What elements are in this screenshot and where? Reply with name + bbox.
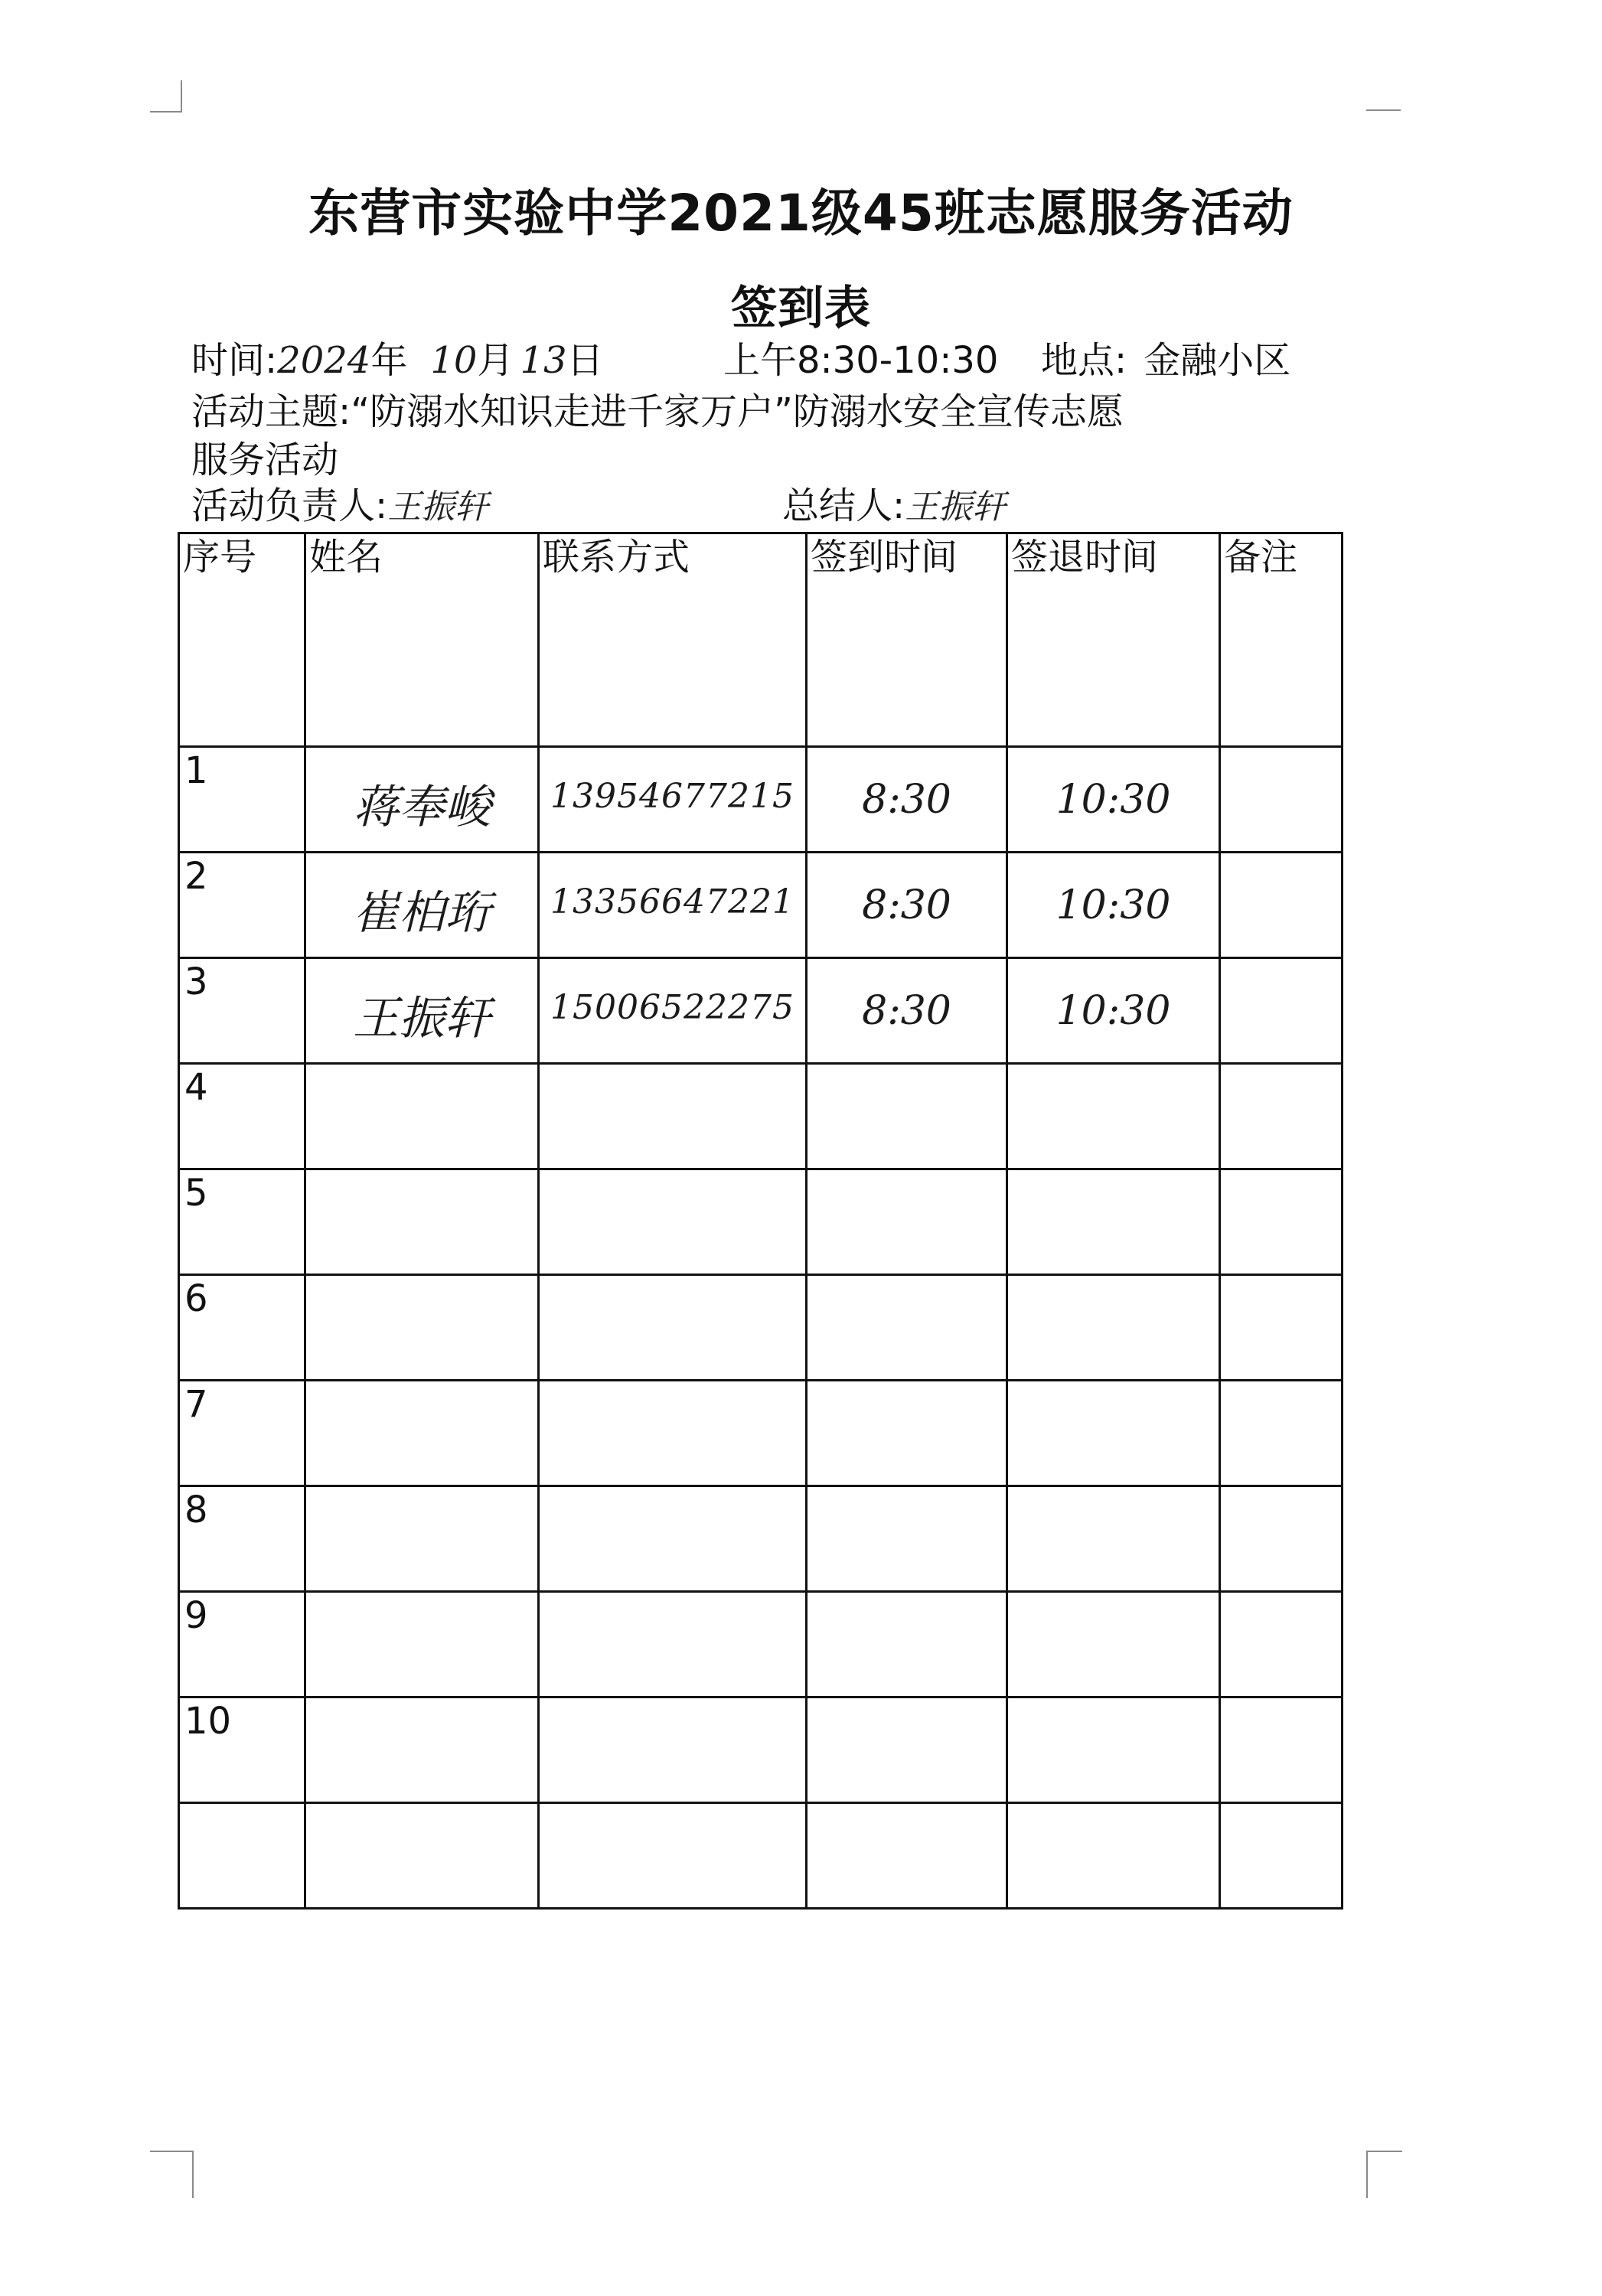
row-index: 9 bbox=[184, 1594, 208, 1637]
table-cell-participant-phone bbox=[539, 1381, 807, 1486]
table-cell-participant-name bbox=[305, 747, 539, 853]
table-cell-row-index bbox=[179, 958, 305, 1064]
table-cell-row-index bbox=[179, 1486, 305, 1592]
table-cell-sign-out-time bbox=[1007, 1169, 1220, 1275]
sign-out-time: 10:30 bbox=[1055, 777, 1171, 823]
row-index: 4 bbox=[184, 1066, 208, 1109]
table-cell-participant-name bbox=[305, 1064, 539, 1169]
header-sign-in-time: 签到时间 bbox=[807, 533, 1007, 747]
table-cell-sign-out-time bbox=[1007, 1486, 1220, 1592]
table-cell-note bbox=[1220, 1169, 1343, 1275]
table-cell-participant-phone bbox=[539, 1592, 807, 1698]
table-cell-participant-name bbox=[305, 1803, 539, 1909]
table-cell-sign-in-time bbox=[807, 1381, 1007, 1486]
theme-label: 活动主题: bbox=[191, 390, 351, 433]
crop-mark-top-right bbox=[1366, 109, 1401, 113]
sign-in-time: 8:30 bbox=[862, 988, 951, 1034]
participant-phone: 13954677215 bbox=[550, 777, 794, 816]
row-index: 1 bbox=[184, 749, 208, 792]
row-index: 10 bbox=[184, 1700, 232, 1743]
table-cell-sign-out-time bbox=[1007, 747, 1220, 853]
table-cell-sign-out-time bbox=[1007, 1803, 1220, 1909]
table-row bbox=[179, 853, 1343, 958]
sign-out-time: 10:30 bbox=[1055, 882, 1171, 928]
theme-text-1: “防溺水知识走进千家万户”防溺水安全宣传志愿 bbox=[351, 390, 1124, 433]
row-index: 5 bbox=[184, 1172, 208, 1215]
time-label: 时间: bbox=[191, 339, 278, 382]
crop-mark-top-left bbox=[150, 80, 182, 113]
table-cell-sign-in-time bbox=[807, 958, 1007, 1064]
table-cell-sign-in-time bbox=[807, 1169, 1007, 1275]
table-cell-sign-in-time bbox=[807, 1275, 1007, 1381]
table-row bbox=[179, 1486, 1343, 1592]
table-cell-note bbox=[1220, 853, 1343, 958]
date-day: 13 bbox=[520, 339, 567, 382]
table-cell-participant-phone bbox=[539, 853, 807, 958]
leader-line bbox=[191, 484, 488, 529]
date-day-suffix: 日 bbox=[566, 339, 604, 382]
table-cell-participant-name bbox=[305, 1698, 539, 1803]
theme-line-1 bbox=[191, 390, 1124, 433]
header-contact: 联系方式 bbox=[539, 533, 807, 747]
table-row bbox=[179, 1381, 1343, 1486]
table-cell-participant-phone bbox=[539, 1486, 807, 1592]
table-cell-note bbox=[1220, 1592, 1343, 1698]
table-cell-participant-phone bbox=[539, 1169, 807, 1275]
table-cell-sign-out-time bbox=[1007, 1381, 1220, 1486]
location-value: 金融小区 bbox=[1144, 339, 1291, 382]
row-index: 6 bbox=[184, 1277, 208, 1320]
sign-in-time: 8:30 bbox=[862, 882, 951, 928]
date-month: 10 bbox=[430, 339, 478, 382]
header-note: 备注 bbox=[1220, 533, 1343, 747]
document-subtitle: 签到表 bbox=[731, 282, 871, 335]
table-cell-note bbox=[1220, 958, 1343, 1064]
header-index: 序号 bbox=[179, 533, 305, 747]
sign-out-time: 10:30 bbox=[1055, 988, 1171, 1034]
row-index: 7 bbox=[184, 1383, 208, 1426]
table-cell-note bbox=[1220, 1803, 1343, 1909]
participant-name: 王振轩 bbox=[353, 992, 491, 1045]
date-line bbox=[191, 339, 604, 382]
table-cell-sign-in-time bbox=[807, 747, 1007, 853]
participant-phone: 15006522275 bbox=[550, 988, 794, 1027]
summarizer-label: 总结人: bbox=[782, 484, 905, 527]
table-cell-participant-name bbox=[305, 1381, 539, 1486]
row-index: 3 bbox=[184, 960, 208, 1003]
table-cell-note bbox=[1220, 1064, 1343, 1169]
table-header-row bbox=[179, 533, 1343, 747]
participant-phone: 13356647221 bbox=[550, 882, 794, 921]
location-label: 地点: bbox=[1041, 339, 1127, 382]
table-cell-participant-name bbox=[305, 1275, 539, 1381]
table-cell-sign-out-time bbox=[1007, 1698, 1220, 1803]
table-cell-note bbox=[1220, 1486, 1343, 1592]
table-cell-sign-in-time bbox=[807, 1064, 1007, 1169]
table-cell-participant-name bbox=[305, 1169, 539, 1275]
participant-name: 崔柏珩 bbox=[353, 886, 491, 940]
table-row bbox=[179, 1275, 1343, 1381]
table-cell-row-index bbox=[179, 1169, 305, 1275]
theme-line-2: 服务活动 bbox=[191, 439, 339, 481]
table-row bbox=[179, 1169, 1343, 1275]
table-cell-row-index bbox=[179, 747, 305, 853]
table-cell-sign-in-time bbox=[807, 1486, 1007, 1592]
table-row bbox=[179, 747, 1343, 853]
table-cell-participant-phone bbox=[539, 1698, 807, 1803]
participant-name: 蒋奉峻 bbox=[353, 781, 491, 834]
sign-in-time: 8:30 bbox=[862, 777, 951, 823]
table-cell-row-index bbox=[179, 1592, 305, 1698]
sign-in-table bbox=[178, 532, 1343, 1910]
table-cell-sign-in-time bbox=[807, 1803, 1007, 1909]
summarizer-signature: 王振轩 bbox=[905, 488, 1007, 527]
row-index: 8 bbox=[184, 1489, 208, 1531]
date-month-suffix: 月 bbox=[477, 339, 514, 382]
table-cell-note bbox=[1220, 1698, 1343, 1803]
time-range: 上午8:30-10:30 bbox=[723, 339, 999, 382]
table-cell-participant-phone bbox=[539, 1275, 807, 1381]
leader-signature: 王振轩 bbox=[387, 488, 489, 527]
table-cell-sign-out-time bbox=[1007, 1592, 1220, 1698]
date-year-suffix: 年 bbox=[370, 339, 408, 382]
table-cell-sign-in-time bbox=[807, 1592, 1007, 1698]
document-title: 东营市实验中学2021级45班志愿服务活动 bbox=[308, 184, 1294, 243]
table-cell-row-index bbox=[179, 1275, 305, 1381]
location-line bbox=[1041, 339, 1290, 382]
table-cell-row-index bbox=[179, 853, 305, 958]
table-cell-participant-phone bbox=[539, 958, 807, 1064]
table-cell-sign-in-time bbox=[807, 1698, 1007, 1803]
table-cell-sign-out-time bbox=[1007, 1064, 1220, 1169]
table-cell-row-index bbox=[179, 1698, 305, 1803]
table-cell-participant-phone bbox=[539, 1803, 807, 1909]
table-cell-row-index bbox=[179, 1381, 305, 1486]
table-cell-participant-phone bbox=[539, 1064, 807, 1169]
crop-mark-bottom-left bbox=[150, 2151, 194, 2198]
table-cell-participant-name bbox=[305, 958, 539, 1064]
table-cell-row-index bbox=[179, 1064, 305, 1169]
date-year: 2024 bbox=[277, 339, 371, 382]
table-cell-sign-out-time bbox=[1007, 958, 1220, 1064]
table-row bbox=[179, 1698, 1343, 1803]
table-cell-row-index bbox=[179, 1803, 305, 1909]
table-cell-participant-name bbox=[305, 1486, 539, 1592]
table-cell-note bbox=[1220, 1275, 1343, 1381]
summarizer-line bbox=[782, 484, 1006, 529]
header-sign-out-time: 签退时间 bbox=[1007, 533, 1220, 747]
table-row bbox=[179, 958, 1343, 1064]
table-row bbox=[179, 1064, 1343, 1169]
table-cell-sign-out-time bbox=[1007, 1275, 1220, 1381]
table-cell-participant-name bbox=[305, 1592, 539, 1698]
table-cell-note bbox=[1220, 1381, 1343, 1486]
header-name: 姓名 bbox=[305, 533, 539, 747]
table-row bbox=[179, 1803, 1343, 1909]
leader-label: 活动负责人: bbox=[191, 484, 388, 527]
table-cell-participant-phone bbox=[539, 747, 807, 853]
table-cell-sign-out-time bbox=[1007, 853, 1220, 958]
table-cell-note bbox=[1220, 747, 1343, 853]
table-cell-sign-in-time bbox=[807, 853, 1007, 958]
table-row bbox=[179, 1592, 1343, 1698]
crop-mark-bottom-right bbox=[1366, 2151, 1402, 2198]
row-index: 2 bbox=[184, 855, 208, 898]
table-cell-participant-name bbox=[305, 853, 539, 958]
